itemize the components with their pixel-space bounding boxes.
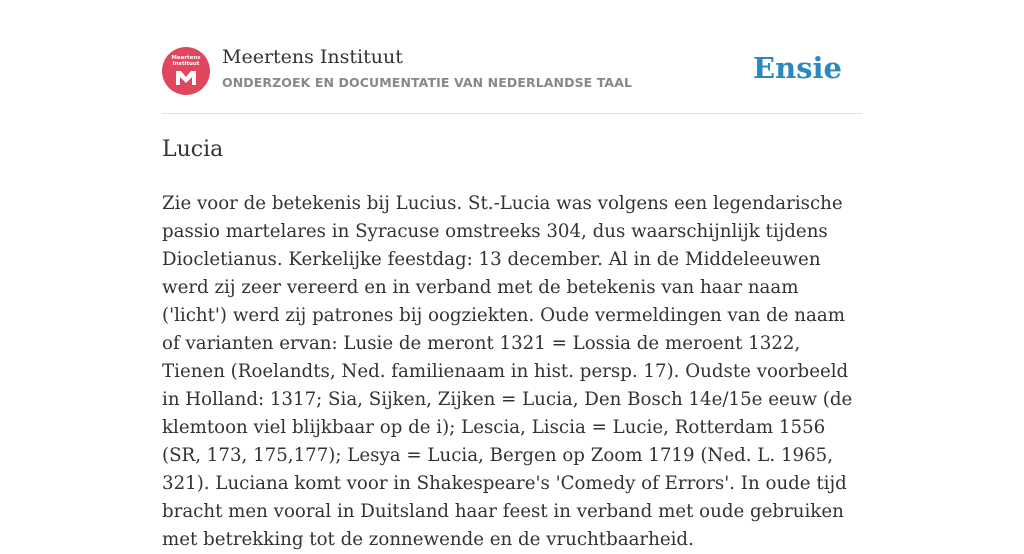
org-subtitle: ONDERZOEK EN DOCUMENTATIE VAN NEDERLANDSE TAAL <box>222 75 633 90</box>
logo-text-line1: Meertens <box>171 55 201 61</box>
logo-text-line2: Instituut <box>172 61 200 67</box>
logo-m-icon <box>175 68 197 86</box>
header-divider <box>162 113 862 114</box>
article-title: Lucia <box>162 137 224 162</box>
org-name[interactable]: Meertens Instituut <box>222 46 403 68</box>
meertens-logo[interactable] <box>162 47 210 95</box>
article-body: Zie voor de betekenis bij Lucius. St.-Lucia was volgens een legendarische passio martelares in Syracuse omstreeks 304, dus waarschijnlijk tijdens Diocletianus. Kerkelijke feestdag: 13 december. Al in de Middeleeuwen werd zij zeer vereerd en in verband met de betekenis van haar naam ('licht') werd zij patrones bij oogziekten. Oude vermeldingen van de naam of varianten ervan: Lusie de meront 1321 = Lossia de meroent 1322, Tienen (Roelandts, Ned. familienaam in hist. persp. 17). Oudste voorbeeld in Holland: 1317; Sia, Sijken, Zijken = Lucia, Den Bosch 14e/15e eeuw (de klemtoon viel blijkbaar op de i); Lescia, Liscia = Lucie, Rotterdam 1556 (SR, 173, 175,177); Lesya = Lucia, Bergen op Zoom 1719 (Ned. L. 1965, 321). Luciana komt voor in Shakespeare's 'Comedy of Errors'. In oude tijd bracht men vooral in Duitsland haar feest in verband met oude gebruiken met betrekking tot de zonnewende en de vruchtbaarheid. <box>162 193 853 550</box>
ensie-brand-logo[interactable]: Ensie <box>753 51 842 85</box>
site-header <box>162 46 862 96</box>
